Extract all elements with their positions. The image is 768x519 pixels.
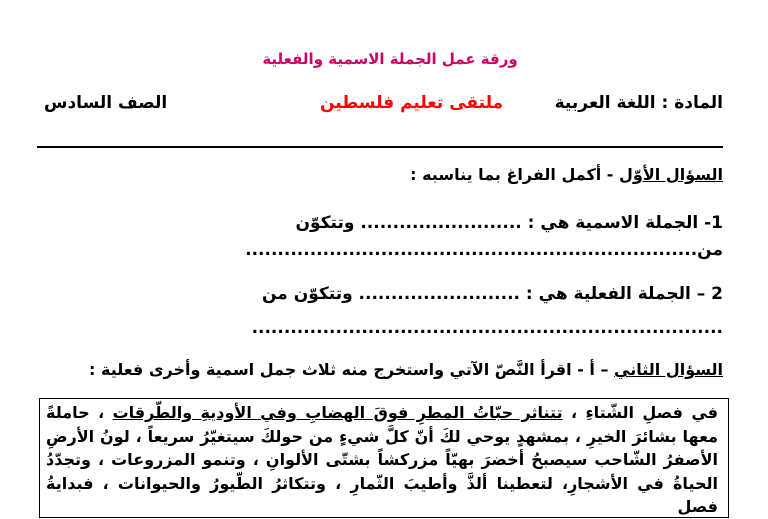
passage-start: في فصلِ الشّتاءِ ،: [562, 403, 718, 422]
question-1-heading: [410, 165, 723, 184]
question-1-item-1: 1- الجملة الاسمية هي : ......................... وتتكوّن: [295, 213, 723, 233]
question-1-label: السؤال الأوّل: [619, 165, 723, 184]
question-1-prompt: - أكمل الفراغ بما يناسبه :: [410, 165, 614, 184]
passage-underlined-sentence: تتناثر حبّاتُ المطرِ فوقَ الهضابِ وفي الأوديةِ والطّرقات: [112, 403, 563, 422]
question-1-item-2-continuation: .........................................................................: [251, 318, 723, 338]
worksheet-title: ورقة عمل الجملة الاسمية والفعلية: [262, 50, 518, 68]
passage-rest: ، حاملةً معها بشائرَ الخيرِ ، بمشهدٍ يوحي لكَ أنّ كلَّ شيءٍ من حولكَ سيتغيّرُ سريعاً ، لونُ الأرضِ الأصفرُ الشّاحب سيصبحُ أخضرَ بهيّاً مزركشاً بشتّى الألوانِ ، وتنمو المزروعات ، وتجدّدُ الحياةُ في الأشجارِ، لتعطينا ألذَّ وأطيبَ الثّمارِ ، وتتكاثرُ الطّيورُ والحيوانات ، فبدايةُ فصل: [46, 403, 718, 516]
header-divider: [37, 146, 723, 148]
platform-name: ملتقى تعليم فلسطين: [320, 93, 504, 113]
grade-label: الصف السادس: [44, 93, 168, 113]
question-1-item-2: 2 – الجملة الفعلية هي : ......................... وتتكوّن من: [261, 284, 723, 304]
question-1-item-1-continuation: من......................................................................: [245, 240, 723, 260]
question-2-heading: [89, 360, 723, 379]
question-2-prompt: – أ - اقرأ النَّصّ الآتي واستخرج منه ثلاث جمل اسمية وأخرى فعلية :: [89, 360, 609, 379]
question-2-label: السؤال الثاني: [614, 360, 723, 379]
subject-label: المادة : اللغة العربية: [554, 93, 723, 113]
reading-passage: [39, 398, 729, 518]
